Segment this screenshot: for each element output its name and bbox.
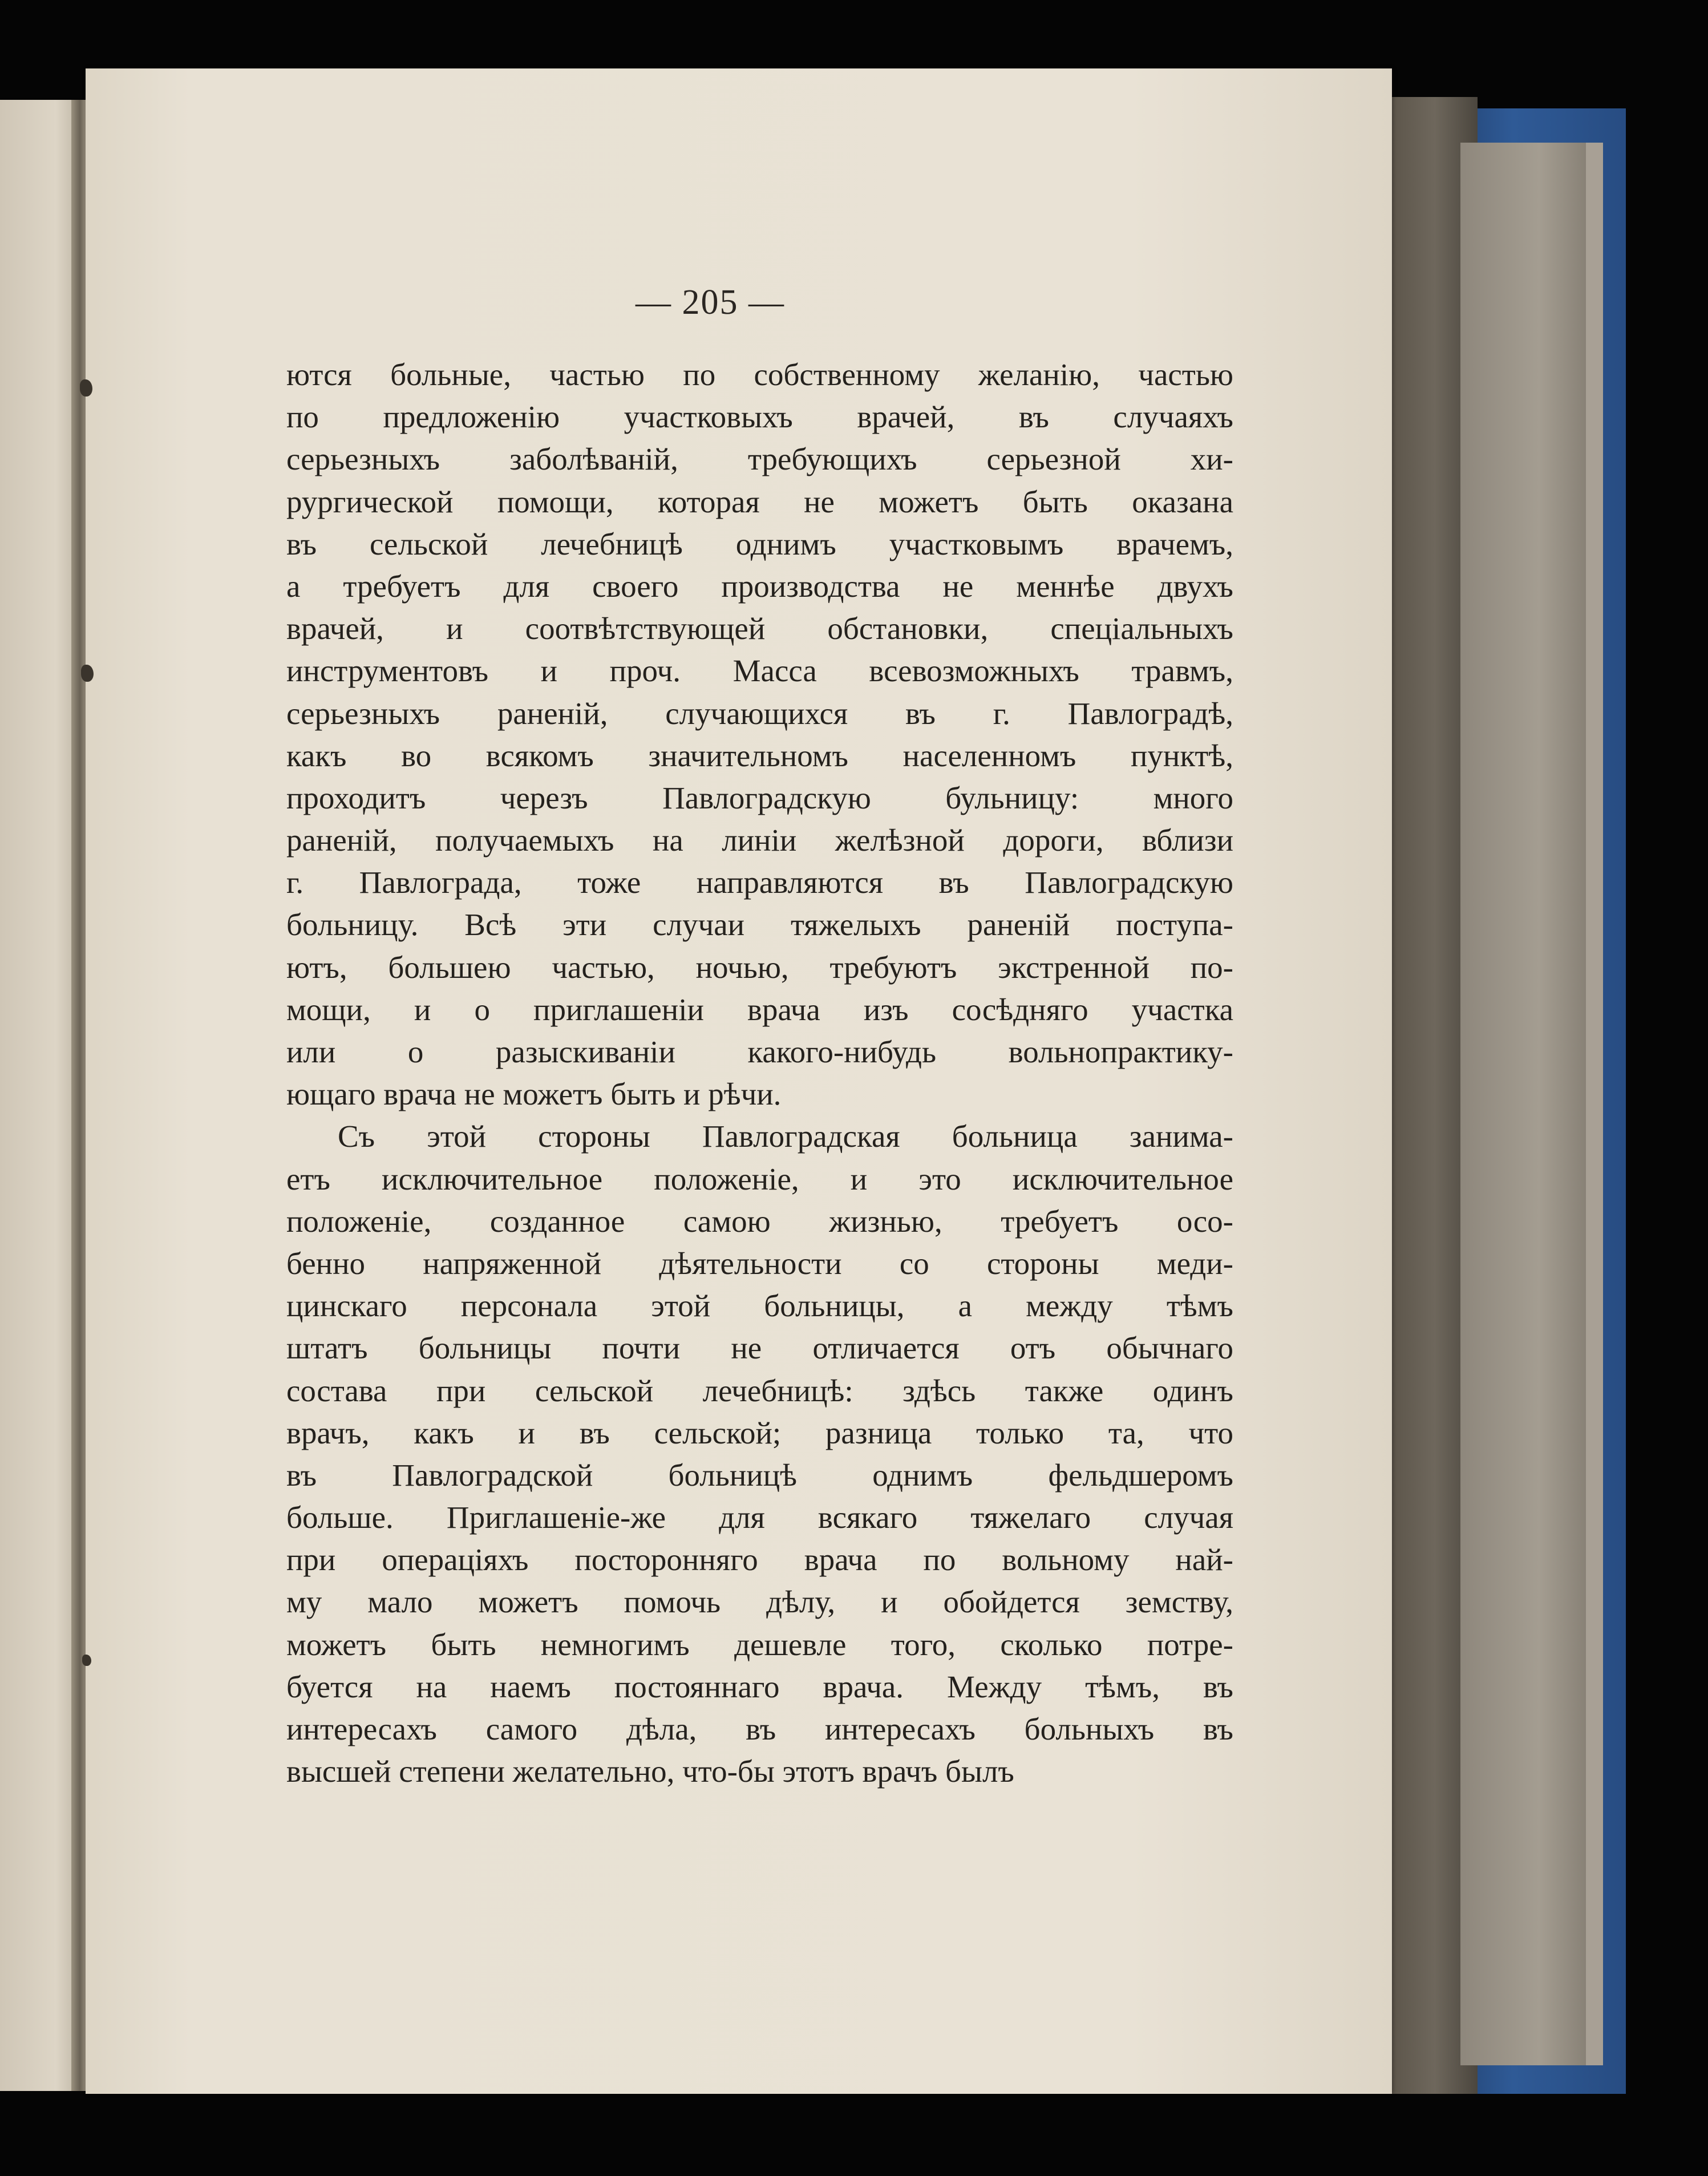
text-line: г. Павлограда, тоже направляются въ Павлоградскую (286, 865, 1233, 900)
text-line: штатъ больницы почти не отличается отъ обычнаго (286, 1330, 1233, 1366)
text-line: Съ этой стороны Павлоградская больница занима- (338, 1119, 1233, 1154)
page-stack (1460, 143, 1592, 2065)
text-line: мощи, и о приглашеніи врача изъ сосѣдняго участка (286, 992, 1233, 1027)
text-line: буется на наемъ постояннаго врача. Между тѣмъ, въ (286, 1669, 1233, 1704)
binding-mark (82, 1655, 91, 1666)
text-line: раненій, получаемыхъ на линіи желѣзной дороги, вблизи (286, 823, 1233, 858)
text-line: бенно напряженной дѣятельности со стороны меди- (286, 1245, 1233, 1281)
text-line: состава при сельской лечебницѣ: здѣсь также одинъ (286, 1373, 1233, 1408)
text-line: или о разыскиваніи какого-нибудь вольнопрактику- (286, 1034, 1233, 1069)
binding-mark (81, 665, 94, 682)
text-line: больше. Приглашеніе-же для всякаго тяжелаго случая (286, 1500, 1233, 1535)
left-facing-page (0, 100, 80, 2091)
text-line: можетъ быть немногимъ дешевле того, сколько потре- (286, 1627, 1233, 1662)
text-line: въ Павлоградской больницѣ однимъ фельдшеромъ (286, 1457, 1233, 1493)
text-line: въ сельской лечебницѣ однимъ участковымъ врачемъ, (286, 526, 1233, 561)
text-line: по предложенію участковыхъ врачей, въ случаяхъ (286, 399, 1233, 435)
text-line: ются больные, частью по собственному желанію, частью (286, 357, 1233, 392)
text-line: рургической помощи, которая не можетъ быть оказана (286, 484, 1233, 519)
text-line: цинскаго персонала этой больницы, а между тѣмъ (286, 1288, 1233, 1324)
text-line: врачъ, какъ и въ сельской; разница только та, что (286, 1415, 1233, 1450)
text-line: серьезныхъ заболѣваній, требующихъ серьезной хи- (286, 442, 1233, 477)
page-stack-edge (1586, 143, 1603, 2065)
text-line: интересахъ самого дѣла, въ интересахъ больныхъ въ (286, 1712, 1233, 1746)
text-line: проходитъ черезъ Павлоградскую бульницу: много (286, 780, 1233, 815)
text-line: ютъ, большею частью, ночью, требуютъ экстренной по- (286, 949, 1233, 985)
page-number: — 205 — (636, 283, 785, 322)
book-page (86, 68, 1392, 2094)
text-line: му мало можетъ помочь дѣлу, и обойдется земству, (286, 1584, 1233, 1620)
paragraph (286, 1115, 1233, 1793)
text-line: инструментовъ и проч. Масса всевозможныхъ травмъ, (286, 653, 1233, 689)
text-line: больницу. Всѣ эти случаи тяжелыхъ раненій поступа- (286, 907, 1233, 943)
text-line: при операціяхъ посторонняго врача по вольному най- (286, 1542, 1233, 1578)
text-line: ющаго врача не можетъ быть и рѣчи. (286, 1077, 782, 1112)
text-line: высшей степени желательно, что-бы этотъ врачъ былъ (286, 1754, 1014, 1789)
text-line: етъ исключительное положеніе, и это исключительное (286, 1161, 1233, 1196)
binding-mark (80, 379, 92, 397)
text-line: а требуетъ для своего производства не меннѣе двухъ (286, 568, 1233, 604)
paragraph (286, 354, 1233, 1115)
text-line: врачей, и соотвѣтствующей обстановки, спеціальныхъ (286, 611, 1233, 646)
body-text (286, 354, 1233, 1793)
text-line: какъ во всякомъ значительномъ населенномъ пунктѣ, (286, 738, 1233, 773)
text-line: серьезныхъ раненій, случающихся въ г. Павлоградѣ, (286, 695, 1233, 731)
text-line: положеніе, созданное самою жизнью, требуетъ осо- (286, 1203, 1233, 1239)
